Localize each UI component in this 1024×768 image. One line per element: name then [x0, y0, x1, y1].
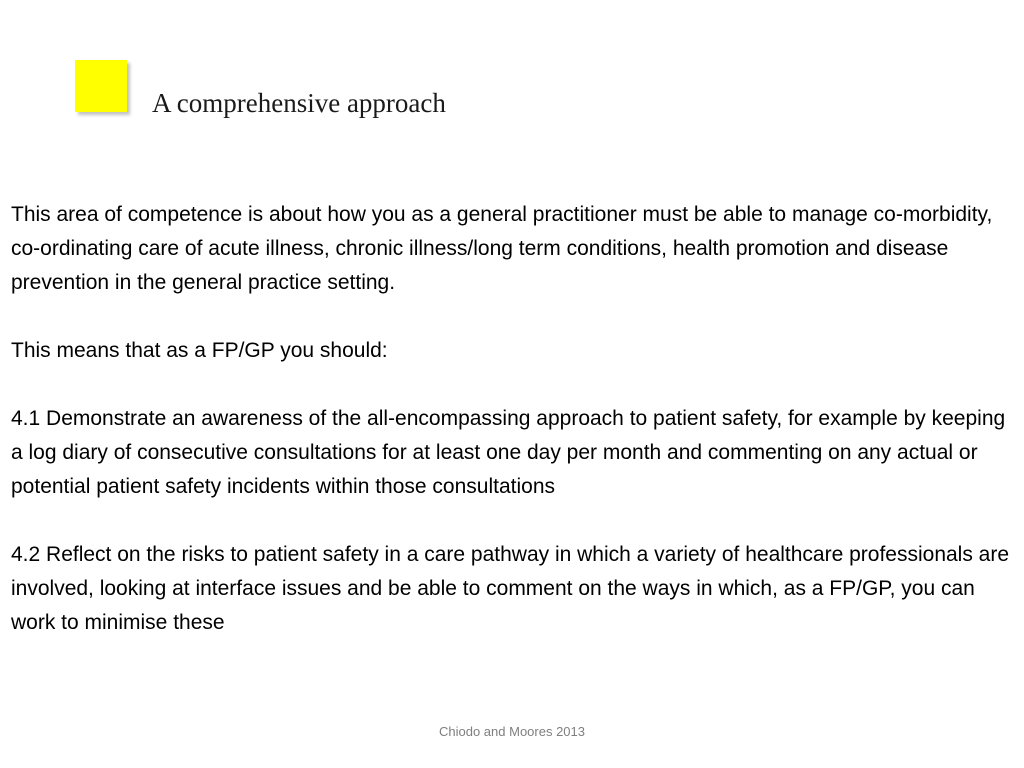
competence-item-4-1: 4.1 Demonstrate an awareness of the all-encompassing approach to patient safety, for example by keeping a log diary of consecutive consultations for at least one day per month and commenting on any actual or potential patient safety incidents within those consultations	[11, 407, 1006, 498]
lead-in-paragraph: This means that as a FP/GP you should:	[11, 339, 388, 362]
title-accent-square	[75, 60, 127, 112]
footer-credit: Chiodo and Moores 2013	[439, 724, 585, 739]
slide-title: A comprehensive approach	[152, 88, 446, 118]
slide-body	[11, 198, 1016, 640]
intro-paragraph: This area of competence is about how you as a general practitioner must be able to manage co-morbidity, co-ordinating care of acute illness, chronic illness/long term conditions, health promotion and disease prevention in the general practice setting.	[11, 203, 993, 294]
competence-item-4-2: 4.2 Reflect on the risks to patient safety in a care pathway in which a variety of healthcare professionals are involved, looking at interface issues and be able to comment on the ways in which, as a FP/GP, you can work to minimise these	[11, 543, 1010, 634]
